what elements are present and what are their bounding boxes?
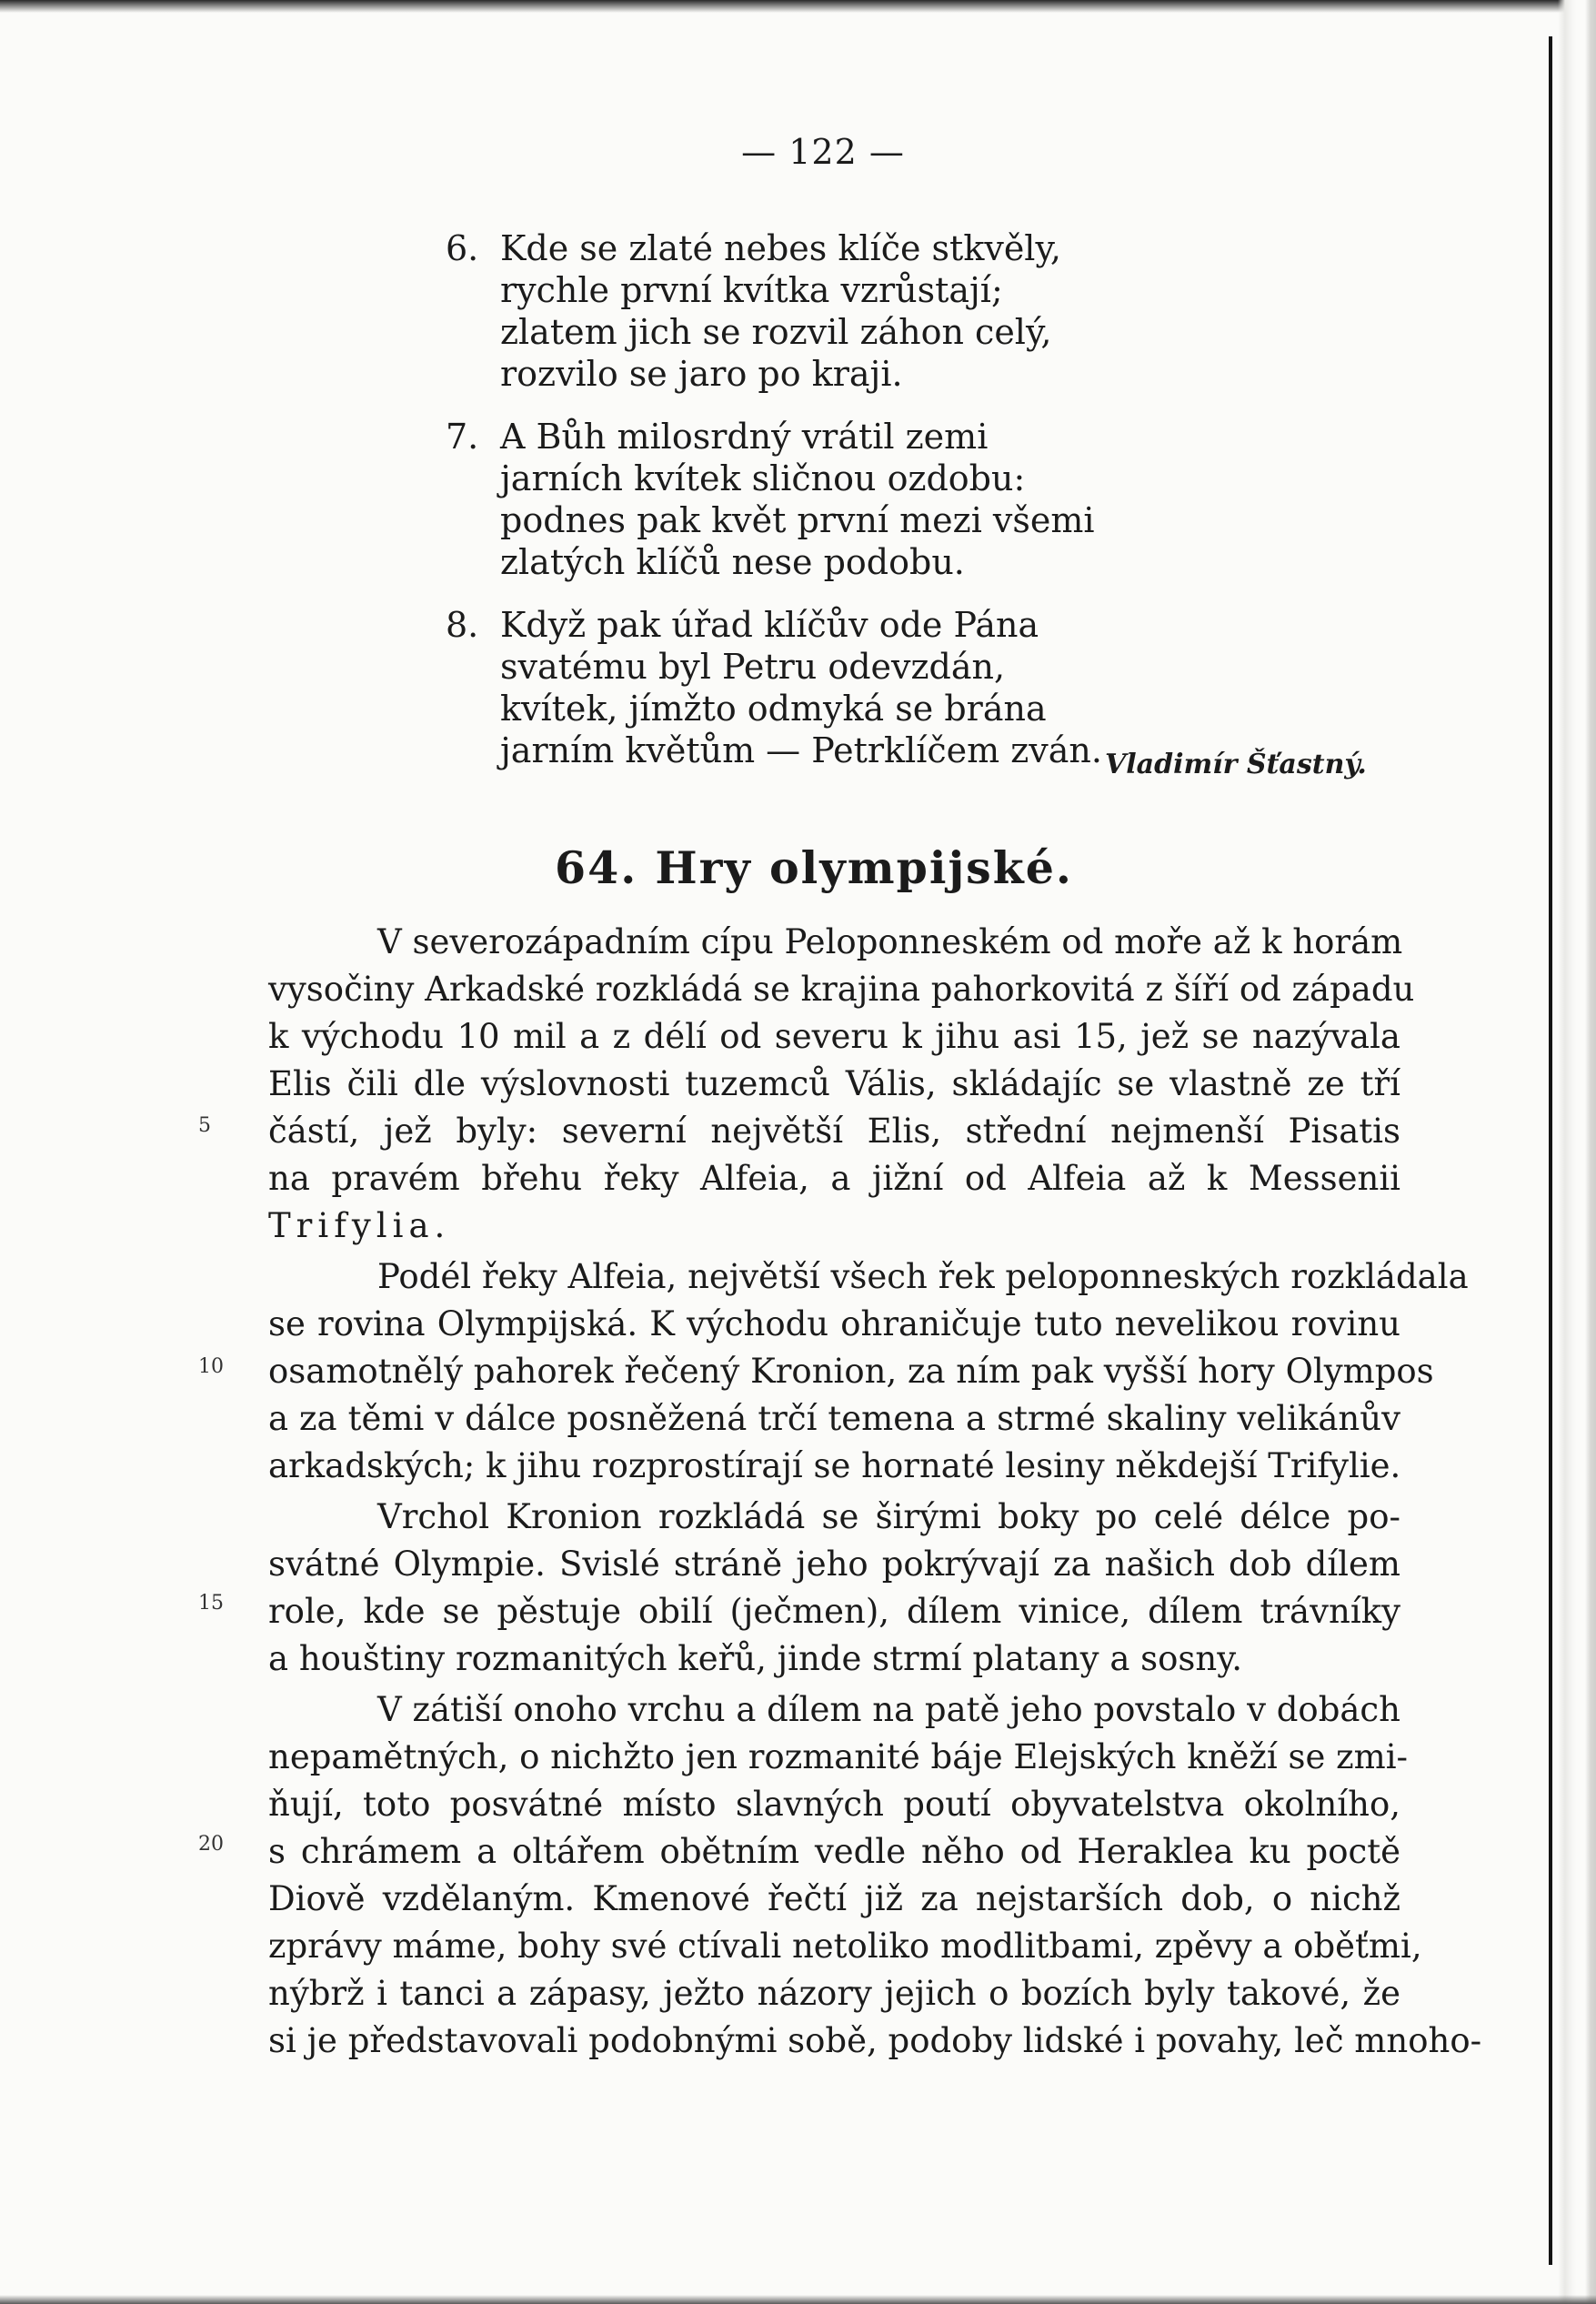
scan-edge-right — [1558, 0, 1596, 2304]
poem — [446, 227, 1155, 792]
stanza — [446, 604, 1155, 771]
stanza — [446, 227, 1155, 395]
stanza-number: 6. — [446, 228, 479, 268]
text-line: role, kde se pěstuje obilí (ječmen), dílem vinice, dílem trávníky — [268, 1592, 1400, 1631]
text-line: nepamětných, o nichžto jen rozmanité báje Elejských kněží se zmi- — [268, 1737, 1409, 1776]
verse-line: podnes pak květ první mezi všemi — [500, 500, 1095, 540]
text-line: arkadských; k jihu rozprostírají se hornaté lesiny někdejší Trifylie. — [268, 1446, 1401, 1485]
verse-line: jarním květům — Petrklíčem zván. — [500, 730, 1102, 770]
text-line: V severozápadním cípu Peloponneském od moře až k horám — [377, 922, 1403, 961]
line-number-marker: 5 — [198, 1114, 211, 1137]
text-line: zprávy máme, bohy své ctívali netoliko modlitbami, zpěvy a oběťmi, — [268, 1927, 1422, 1966]
scan-edge-top — [0, 0, 1596, 13]
text-line: na pravém břehu řeky Alfeia, a jižní od Alfeia až k Messenii — [268, 1159, 1400, 1198]
text-line: Elis čili dle výslovnosti tuzemců Vális, skládajíc se vlastně ze tří — [268, 1064, 1400, 1103]
line-number-marker: 10 — [198, 1355, 224, 1378]
verse-line: rychle první kvítka vzrůstají; — [500, 270, 1003, 310]
section-title: 64. Hry olympijské. — [555, 841, 1073, 894]
text-line: svátné Olympie. Svislé stráně jeho pokrývají za našich dob dílem — [268, 1544, 1400, 1584]
text-line: částí, jež byly: severní největší Elis, střední nejmenší Pisatis — [268, 1112, 1400, 1151]
poem-author-signature: Vladimír Šťastný. — [1105, 749, 1367, 780]
verse-line: jarních kvítek sličnou ozdobu: — [500, 458, 1026, 498]
stanza-number: 8. — [446, 605, 479, 645]
line-number-marker: 20 — [198, 1833, 224, 1856]
verse-line: kvítek, jímžto odmyká se brána — [500, 689, 1047, 729]
text-line: nýbrž i tanci a zápasy, ježto názory jejich o bozích byly takové, že — [268, 1974, 1400, 2013]
verse-line: zlatem jich se rozvil záhon celý, — [500, 312, 1052, 352]
scan-edge-bottom — [0, 2295, 1596, 2304]
verse-line: A Bůh milosrdný vrátil zemi — [500, 417, 989, 457]
text-line: s chrámem a oltářem obětním vedle něho od Herakleа ku poctě — [268, 1832, 1400, 1871]
body-text — [268, 919, 1482, 2065]
verse-line: Kde se zlaté nebes klíče stkvěly, — [500, 228, 1061, 268]
text-line: osamotnělý pahorek řečený Kronion, za ním pak vyšší hory Olympos — [268, 1352, 1434, 1391]
verse-line: rozvilo se jaro po kraji. — [500, 354, 903, 394]
page-number: — 122 — — [741, 132, 905, 172]
text-line: Trifylia. — [268, 1206, 451, 1245]
text-line: ňují, toto posvátné místo slavných poutí obyvatelstva okolního, — [268, 1785, 1400, 1824]
text-line: si je představovali podobnými sobě, podoby lidské i povahy, leč mnoho- — [268, 2021, 1482, 2060]
text-line: k východu 10 mil a z délí od severu k jihu asi 15, jež se nazývala — [268, 1017, 1400, 1056]
line-number-marker: 15 — [198, 1592, 224, 1615]
verse-line: Když pak úřad klíčův ode Pána — [500, 605, 1039, 645]
text-line: a za těmi v dálce posněžená trčí temena a strmé skaliny velikánův — [268, 1399, 1400, 1438]
text-line: se rovina Olympijská. K východu ohraničuje tuto nevelikou rovinu — [268, 1304, 1400, 1343]
text-line: Vrchol Kronion rozkládá se širými boky po celé délce po- — [377, 1497, 1400, 1536]
text-line: Podél řeky Alfeia, největší všech řek peloponneských rozkládala — [377, 1257, 1469, 1296]
text-line: Diově vzdělaným. Kmenové řečtí již za nejstarších dob, o nichž — [268, 1879, 1400, 1918]
text-line: V zátiší onoho vrchu a dílem na patě jeho povstalo v dobách — [377, 1690, 1400, 1729]
verse-line: svatému byl Petru odevzdán, — [500, 647, 1006, 687]
verse-line: zlatých klíčů nese podobu. — [500, 542, 965, 582]
stanza — [446, 416, 1155, 583]
text-line: a houštiny rozmanitých keřů, jinde strmí platany a sosny. — [268, 1639, 1242, 1678]
scan-edge-right-line — [1549, 36, 1552, 2265]
stanza-number: 7. — [446, 417, 479, 457]
text-line: vysočiny Arkadské rozkládá se krajina pahorkovitá z šíří od západu — [268, 970, 1415, 1009]
